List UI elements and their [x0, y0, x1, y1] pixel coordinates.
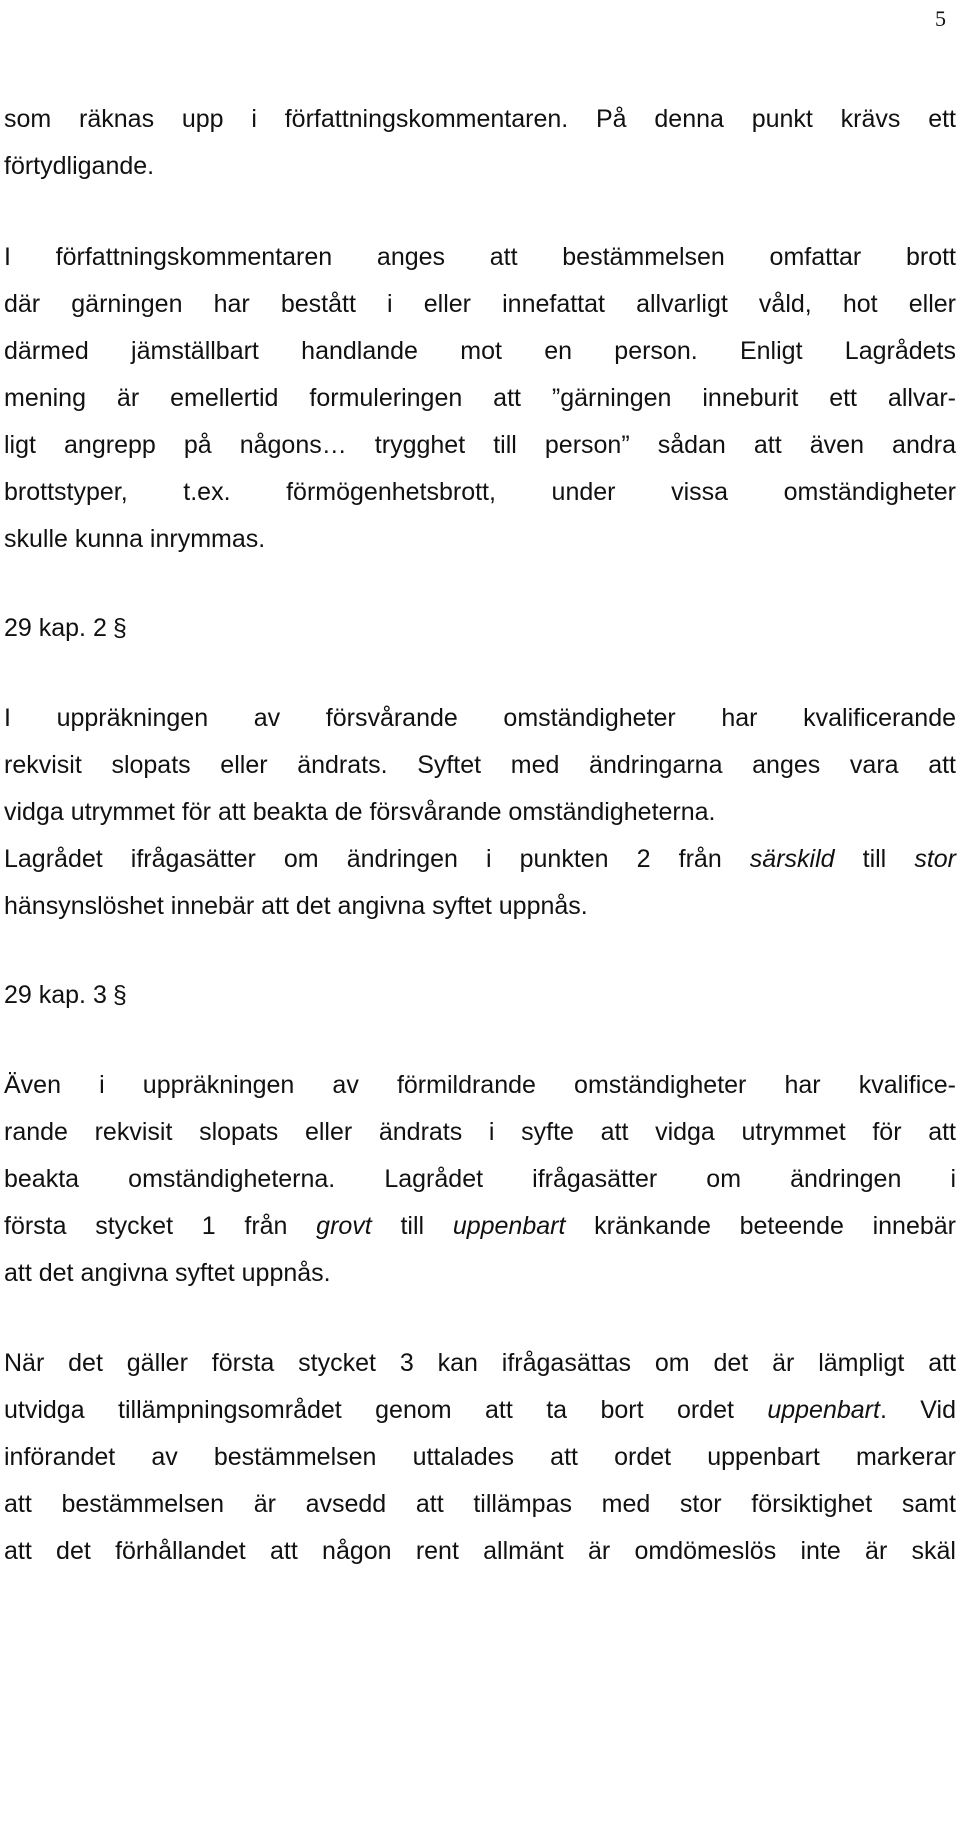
paragraph-intro-continuation [4, 96, 956, 190]
text-line: I uppräkningen av försvårande omständigheter har kvalificerande [4, 704, 956, 732]
text-line: att bestämmelsen är avsedd att tillämpas med stor försiktighet samt [4, 1490, 956, 1518]
text-line: mening är emellertid formuleringen att ”gärningen inneburit ett allvar- [4, 384, 956, 412]
text-line: vidga utrymmet för att beakta de försvårande omständigheterna. [4, 798, 716, 826]
text-line: rande rekvisit slopats eller ändrats i syfte att vidga utrymmet för att [4, 1118, 956, 1146]
text-line: brottstyper, t.ex. förmögenhetsbrott, under vissa omständigheter [4, 478, 956, 506]
text-line: Även i uppräkningen av förmildrande omständigheter har kvalifice- [4, 1071, 956, 1099]
text-line: första stycket 1 från grovt till uppenbart kränkande beteende innebär [4, 1212, 956, 1240]
text-line: beakta omständigheterna. Lagrådet ifrågasätter om ändringen i [4, 1165, 956, 1193]
paragraph-aggravating [4, 695, 956, 930]
text-line: När det gäller första stycket 3 kan ifrågasättas om det är lämpligt att [4, 1349, 956, 1377]
text-line: därmed jämställbart handlande mot en person. Enligt Lagrådets [4, 337, 956, 365]
text-line: I författningskommentaren anges att bestämmelsen omfattar brott [4, 243, 956, 271]
text-line: förtydligande. [4, 152, 155, 180]
section-heading-29-3: 29 kap. 3 § [4, 972, 956, 1019]
paragraph-first-subsection-3 [4, 1340, 956, 1575]
text-line: skulle kunna inrymmas. [4, 525, 266, 553]
text-line: att det förhållandet att någon rent allmänt är omdömeslös inte är skäl [4, 1537, 956, 1565]
text-line: Lagrådet ifrågasätter om ändringen i punkten 2 från särskild till stor [4, 845, 956, 873]
text-line: utvidga tillämpningsområdet genom att ta bort ordet uppenbart. Vid [4, 1396, 956, 1424]
text-line: införandet av bestämmelsen uttalades att ordet uppenbart markerar [4, 1443, 956, 1471]
text-line: hänsynslöshet innebär att det angivna syftet uppnås. [4, 892, 588, 920]
text-line: att det angivna syftet uppnås. [4, 1259, 331, 1287]
section-sign: § [112, 981, 127, 1009]
page-number: 5 [935, 6, 946, 31]
text-line: ligt angrepp på någons… trygghet till person” sådan att även andra [4, 431, 956, 459]
text-line: där gärningen har bestått i eller innefattat allvarligt våld, hot eller [4, 290, 956, 318]
section-heading-29-2: 29 kap. 2 § [4, 605, 956, 652]
text-line: som räknas upp i författningskommentaren. På denna punkt krävs ett [4, 105, 956, 133]
section-sign: § [112, 614, 127, 642]
text-line: rekvisit slopats eller ändrats. Syftet med ändringarna anges vara att [4, 751, 956, 779]
paragraph-commentary [4, 234, 956, 563]
paragraph-mitigating [4, 1062, 956, 1297]
